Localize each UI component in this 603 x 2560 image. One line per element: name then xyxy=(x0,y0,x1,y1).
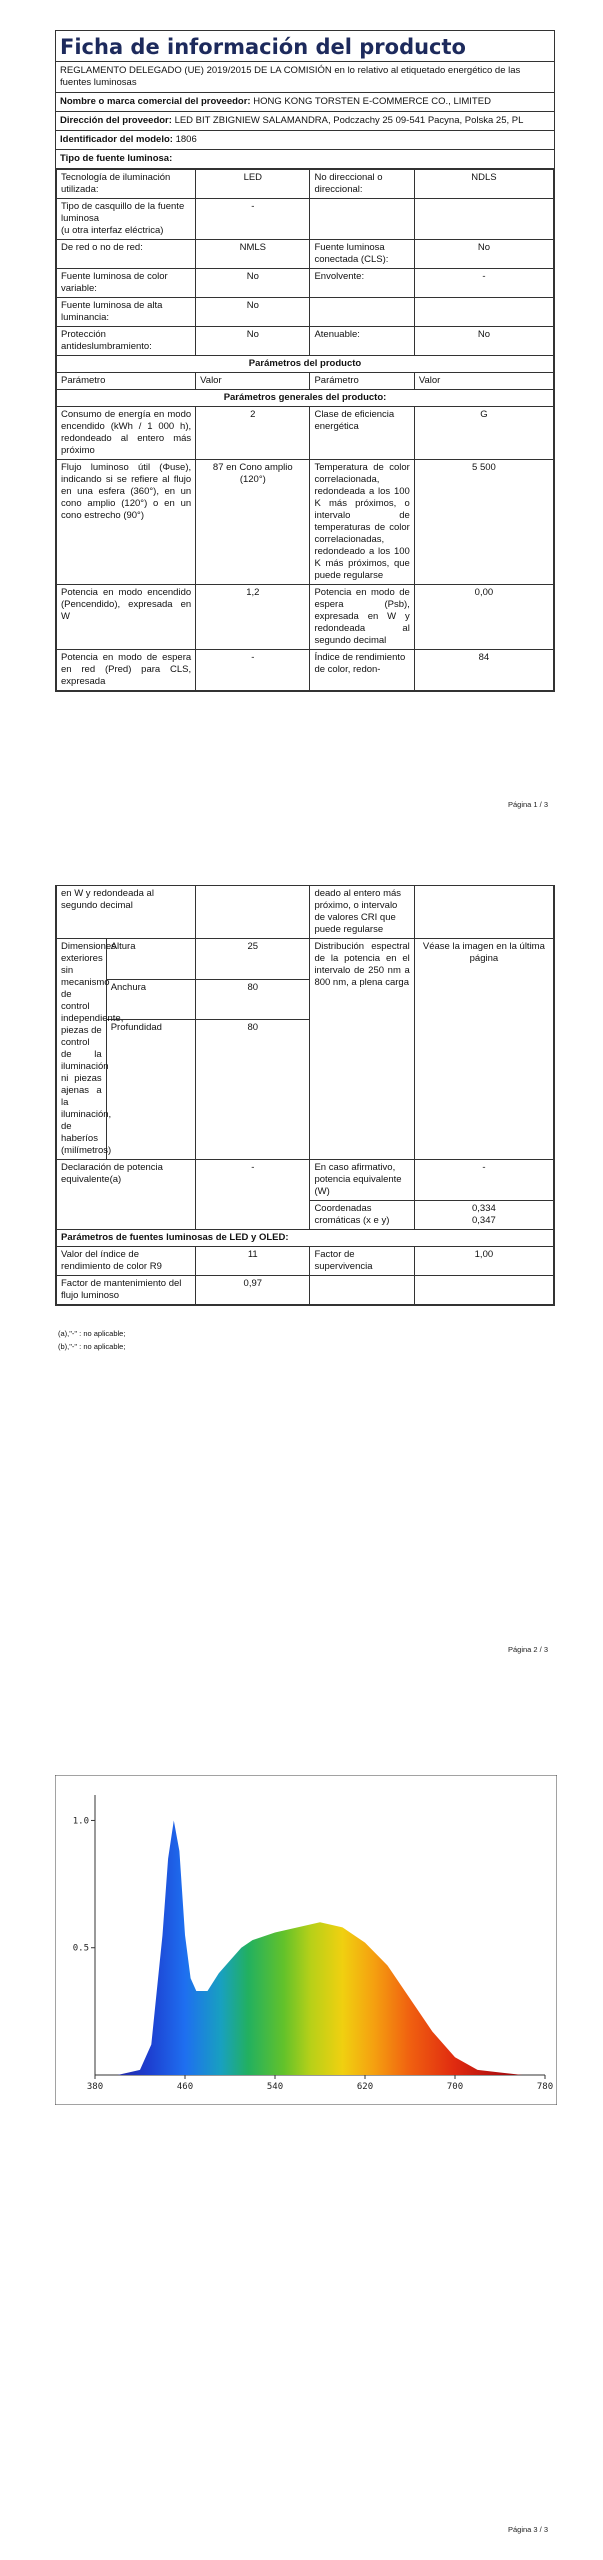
cell-value: No xyxy=(414,240,553,269)
cell-value: 5 500 xyxy=(414,460,553,585)
supplier-name-value: HONG KONG TORSTEN E-COMMERCE CO., LIMITED xyxy=(253,96,491,107)
cell-label: Temperatura de color correlacionada, redondeada a los 100 K más próximos, o intervalo de temperaturas de color correlacionadas, redondeado a los 100 K más próximos, que puede regularse xyxy=(310,460,414,585)
x-tick-label: 780 xyxy=(536,2082,554,2092)
cell-value: No xyxy=(196,327,310,356)
section-product-params: Parámetros del producto xyxy=(57,356,554,373)
params-continued-table xyxy=(56,885,554,1305)
supplier-address-label: Dirección del proveedor: xyxy=(60,115,172,126)
datasheet-page-2 xyxy=(55,885,555,1306)
cell-value: NDLS xyxy=(414,170,553,199)
table-row xyxy=(57,886,554,939)
page-number: Página 2 / 3 xyxy=(507,1645,548,1654)
x-tick-label: 620 xyxy=(356,2082,374,2092)
supplier-address-row xyxy=(56,112,554,131)
cell-label: No direccional o direccional: xyxy=(310,170,414,199)
cell-label: Factor de mantenimiento del flujo luminoso xyxy=(57,1276,196,1305)
model-row xyxy=(56,131,554,150)
cell-value: - xyxy=(414,269,553,298)
cell-label: Protección antideslumbramiento: xyxy=(57,327,196,356)
table-row xyxy=(57,1160,554,1201)
footnote-b: (b),"-" : no aplicable; xyxy=(58,1342,126,1351)
cell-label: Consumo de energía en modo encendido (kWh / 1 000 h), redondeado al entero más próximo xyxy=(57,407,196,460)
y-tick-label: 1.0 xyxy=(72,1816,89,1827)
x-tick-label: 460 xyxy=(176,2082,194,2092)
section-led-params: Parámetros de fuentes luminosas de LED y OLED: xyxy=(57,1230,554,1247)
page-number: Página 1 / 3 xyxy=(507,800,548,809)
model-label: Identificador del modelo: xyxy=(60,134,173,145)
table-row xyxy=(57,1247,554,1276)
cell-label xyxy=(57,199,196,240)
table-row xyxy=(57,298,554,327)
x-tick-label: 700 xyxy=(446,2082,464,2092)
cell-empty xyxy=(310,199,414,240)
cell-label: Fuente luminosa de color variable: xyxy=(57,269,196,298)
page-3 xyxy=(0,1680,603,2560)
cell-value: - xyxy=(196,1160,310,1230)
section-general-params: Parámetros generales del producto: xyxy=(57,390,554,407)
cell-value: 87 en Cono amplio (120°) xyxy=(196,460,310,585)
table-row xyxy=(57,1276,554,1305)
dim-label-width: Anchura xyxy=(106,979,195,1020)
cell-value: - xyxy=(414,1160,553,1201)
source-type-label: Tipo de fuente luminosa: xyxy=(60,153,173,164)
cell-label: Atenuable: xyxy=(310,327,414,356)
table-row xyxy=(57,199,554,240)
cell-label: Tecnología de iluminación utilizada: xyxy=(57,170,196,199)
header-row xyxy=(57,373,554,390)
cell-label: Clase de eficiencia energética xyxy=(310,407,414,460)
header-cell: Parámetro xyxy=(310,373,414,390)
cell-value: 84 xyxy=(414,650,553,691)
page-1 xyxy=(0,0,603,835)
regulation-text: REGLAMENTO DELEGADO (UE) 2019/2015 DE LA COMISIÓN en lo relativo al etiquetado energético de las fuentes luminosas xyxy=(56,62,554,93)
cell-value: 1,00 xyxy=(414,1247,553,1276)
source-type-row xyxy=(56,150,554,169)
cell-empty xyxy=(196,886,310,939)
footnotes xyxy=(58,1327,125,1353)
source-props-table xyxy=(56,169,554,691)
cell-value: 0,97 xyxy=(196,1276,310,1305)
dim-label-depth: Profundidad xyxy=(106,1020,195,1160)
cell-value: 0,00 xyxy=(414,585,553,650)
page-title: Ficha de información del producto xyxy=(56,31,554,62)
cell-empty xyxy=(414,1276,553,1305)
model-value: 1806 xyxy=(175,134,197,145)
section-row xyxy=(57,356,554,373)
table-row xyxy=(57,460,554,585)
spectrum-svg xyxy=(55,1775,557,2105)
dim-label-height: Altura xyxy=(106,939,195,980)
cell-value: LED xyxy=(196,170,310,199)
spd-label: Distribución espectral de la potencia en el intervalo de 250 nm a 800 nm, a plena carga xyxy=(310,939,414,1160)
cell-label: Coordenadas cromáticas (x e y) xyxy=(310,1201,414,1230)
supplier-name-label: Nombre o marca comercial del proveedor: xyxy=(60,96,251,107)
cell-label: Declaración de potencia equivalente(a) xyxy=(57,1160,196,1230)
cap-type-sub: (u otra interfaz eléctrica) xyxy=(61,225,164,236)
cell-value: 1,2 xyxy=(196,585,310,650)
header-cell: Valor xyxy=(414,373,553,390)
cell-value: 2 xyxy=(196,407,310,460)
section-row xyxy=(57,390,554,407)
coord-y: 0,347 xyxy=(472,1215,496,1226)
cell-value: NMLS xyxy=(196,240,310,269)
table-row xyxy=(57,939,554,980)
cell-label: Potencia en modo de espera en red (Pred) para CLS, expresada xyxy=(57,650,196,691)
table-row xyxy=(57,327,554,356)
cell-value xyxy=(414,1201,553,1230)
cell-empty xyxy=(414,199,553,240)
table-row xyxy=(57,650,554,691)
datasheet-page-1 xyxy=(55,30,555,692)
header-cell: Parámetro xyxy=(57,373,196,390)
cell-empty xyxy=(310,298,414,327)
cap-type-label: Tipo de casquillo de la fuente luminosa xyxy=(61,201,185,224)
dim-value-height: 25 xyxy=(196,939,310,980)
cell-label: deado al entero más próximo, o intervalo de valores CRI que puede regularse xyxy=(310,886,414,939)
cell-label: Fuente luminosa conectada (CLS): xyxy=(310,240,414,269)
table-row xyxy=(57,407,554,460)
spd-value: Véase la imagen en la última página xyxy=(414,939,553,1160)
cell-label: En caso afirmativo, potencia equivalente (W) xyxy=(310,1160,414,1201)
cell-value: No xyxy=(196,269,310,298)
table-row xyxy=(57,585,554,650)
table-row xyxy=(57,170,554,199)
cell-value: - xyxy=(196,650,310,691)
y-tick-label: 0.5 xyxy=(72,1943,89,1954)
cell-empty xyxy=(414,298,553,327)
supplier-name-row xyxy=(56,93,554,112)
cell-label: Fuente luminosa de alta luminancia: xyxy=(57,298,196,327)
cell-label: en W y redondeada al segundo decimal xyxy=(57,886,196,939)
cell-label: Potencia en modo de espera (Psb), expresada en W y redondeada al segundo decimal xyxy=(310,585,414,650)
cell-label: Envolvente: xyxy=(310,269,414,298)
supplier-address-value: LED BIT ZBIGNIEW SALAMANDRA, Podczachy 25 09-541 Pacyna, Polska 25, PL xyxy=(174,115,524,126)
cell-label: De red o no de red: xyxy=(57,240,196,269)
cell-value: No xyxy=(414,327,553,356)
cell-label: Potencia en modo encendido (Pencendido), expresada en W xyxy=(57,585,196,650)
cell-label: Flujo luminoso útil (Φuse), indicando si se refiere al flujo en una esfera (360°), en un cono amplio (120°) o en un cono estrecho (90°) xyxy=(57,460,196,585)
cell-label: Valor del índice de rendimiento de color R9 xyxy=(57,1247,196,1276)
dim-value-depth: 80 xyxy=(196,1020,310,1160)
page-2 xyxy=(0,835,603,1680)
table-row xyxy=(57,240,554,269)
cell-value: G xyxy=(414,407,553,460)
dim-value-width: 80 xyxy=(196,979,310,1020)
cell-label: Índice de rendimiento de color, redon- xyxy=(310,650,414,691)
cell-empty xyxy=(310,1276,414,1305)
x-tick-label: 380 xyxy=(86,2082,104,2092)
cell-label: Factor de supervivencia xyxy=(310,1247,414,1276)
page-number: Página 3 / 3 xyxy=(507,2525,548,2534)
spectrum-chart xyxy=(55,1775,557,2105)
cell-empty xyxy=(414,886,553,939)
dimensions-label: Dimensiones exteriores sin mecanismo de control independiente, piezas de control de la iluminación ni piezas ajenas a la iluminación, de haberíos (milímetros) xyxy=(57,939,107,1160)
cell-value: - xyxy=(196,199,310,240)
section-row xyxy=(57,1230,554,1247)
cell-value: 11 xyxy=(196,1247,310,1276)
footnote-a: (a),"-" : no aplicable; xyxy=(58,1329,126,1338)
cell-value: No xyxy=(196,298,310,327)
coord-x: 0,334 xyxy=(472,1203,496,1214)
table-row xyxy=(57,269,554,298)
x-tick-label: 540 xyxy=(266,2082,284,2092)
header-cell: Valor xyxy=(196,373,310,390)
